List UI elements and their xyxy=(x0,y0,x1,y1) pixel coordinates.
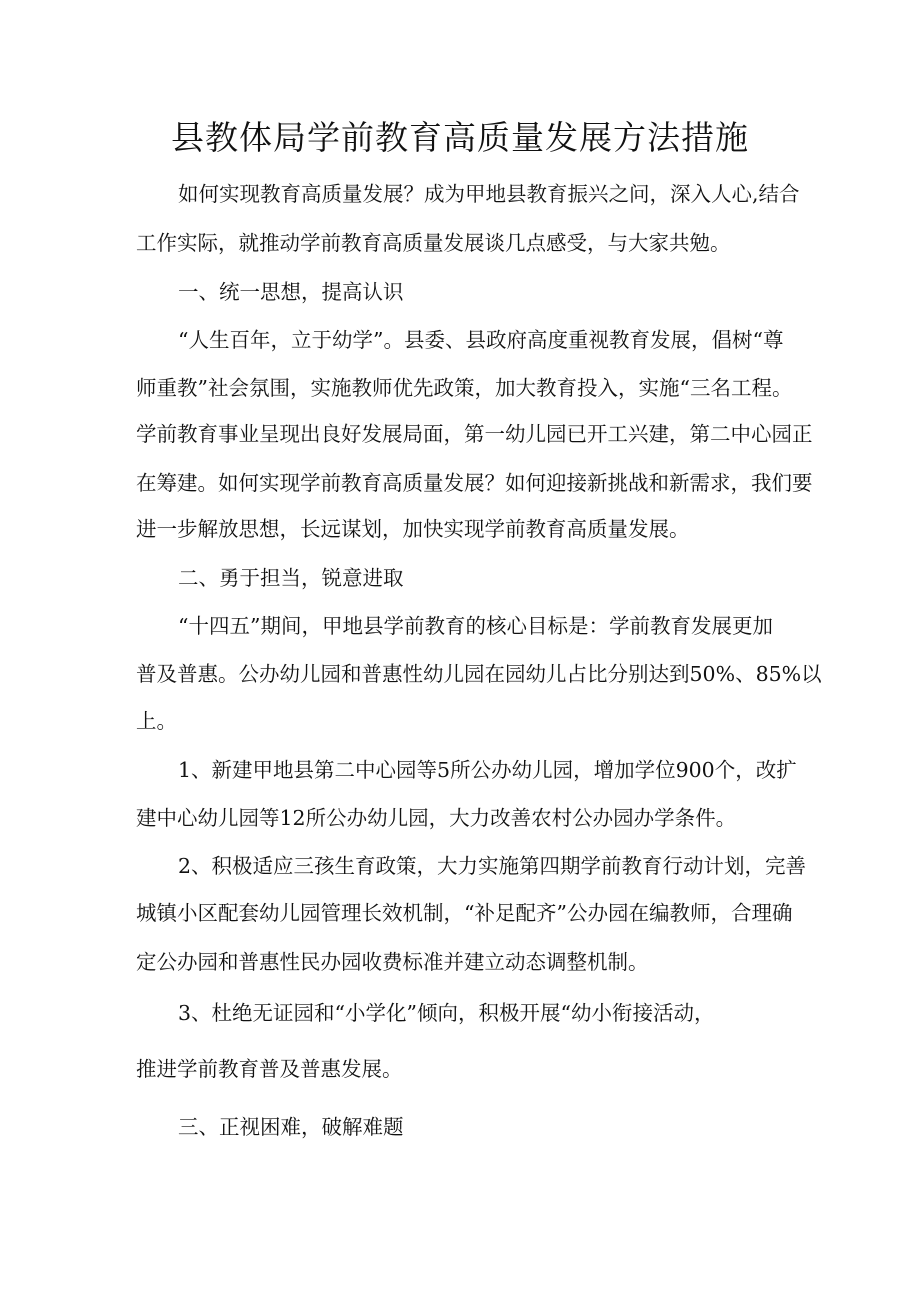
paragraph-line: 进一步解放思想，长远谋划，加快实现学前教育高质量发展。 xyxy=(136,517,690,541)
paragraph-line: “十四五”期间，甲地县学前教育的核心目标是：学前教育发展更加 xyxy=(178,614,773,638)
paragraph-line: 普及普惠。公办幼儿园和普惠性幼儿园在园幼儿占比分别达到50%、85%以 xyxy=(136,662,822,686)
paragraph-line: 如何实现教育高质量发展？成为甲地县教育振兴之问，深入人心,结合 xyxy=(178,182,800,206)
list-item-line: 1、新建甲地县第二中心园等5所公办幼儿园，增加学位900个，改扩 xyxy=(178,758,797,782)
paragraph-line: 学前教育事业呈现出良好发展局面，第一幼儿园已开工兴建，第二中心园正 xyxy=(136,422,813,446)
paragraph-line: “人生百年，立于幼学”。县委、县政府高度重视教育发展，倡树“尊 xyxy=(178,328,784,352)
paragraph-line: 工作实际，就推动学前教育高质量发展谈几点感受，与大家共勉。 xyxy=(136,231,731,255)
list-item-line: 推进学前教育普及普惠发展。 xyxy=(136,1057,403,1081)
list-item-line: 2、积极适应三孩生育政策，大力实施第四期学前教育行动计划，完善 xyxy=(178,854,807,878)
list-item-line: 建中心幼儿园等12所公办幼儿园，大力改善农村公办园办学条件。 xyxy=(136,806,737,830)
list-item-line: 城镇小区配套幼儿园管理长效机制，“补足配齐”公办园在编教师，合理确 xyxy=(136,901,793,925)
section-heading: 二、勇于担当，锐意进取 xyxy=(178,566,404,590)
paragraph-line: 师重教”社会氛围，实施教师优先政策，加大教育投入，实施“三名工程。 xyxy=(136,376,793,400)
document-title: 县教体局学前教育高质量发展方法措施 xyxy=(171,118,749,157)
paragraph-line: 在筹建。如何实现学前教育高质量发展？如何迎接新挑战和新需求，我们要 xyxy=(136,471,813,495)
list-item-line: 定公办园和普惠性民办园收费标准并建立动态调整机制。 xyxy=(136,950,649,974)
section-heading: 一、统一思想，提高认识 xyxy=(178,280,404,304)
section-heading: 三、正视困难，破解难题 xyxy=(178,1115,404,1139)
paragraph-line: 上。 xyxy=(136,709,177,733)
list-item-line: 3、杜绝无证园和“小学化”倾向，积极开展“幼小衔接活动， xyxy=(178,1001,715,1025)
